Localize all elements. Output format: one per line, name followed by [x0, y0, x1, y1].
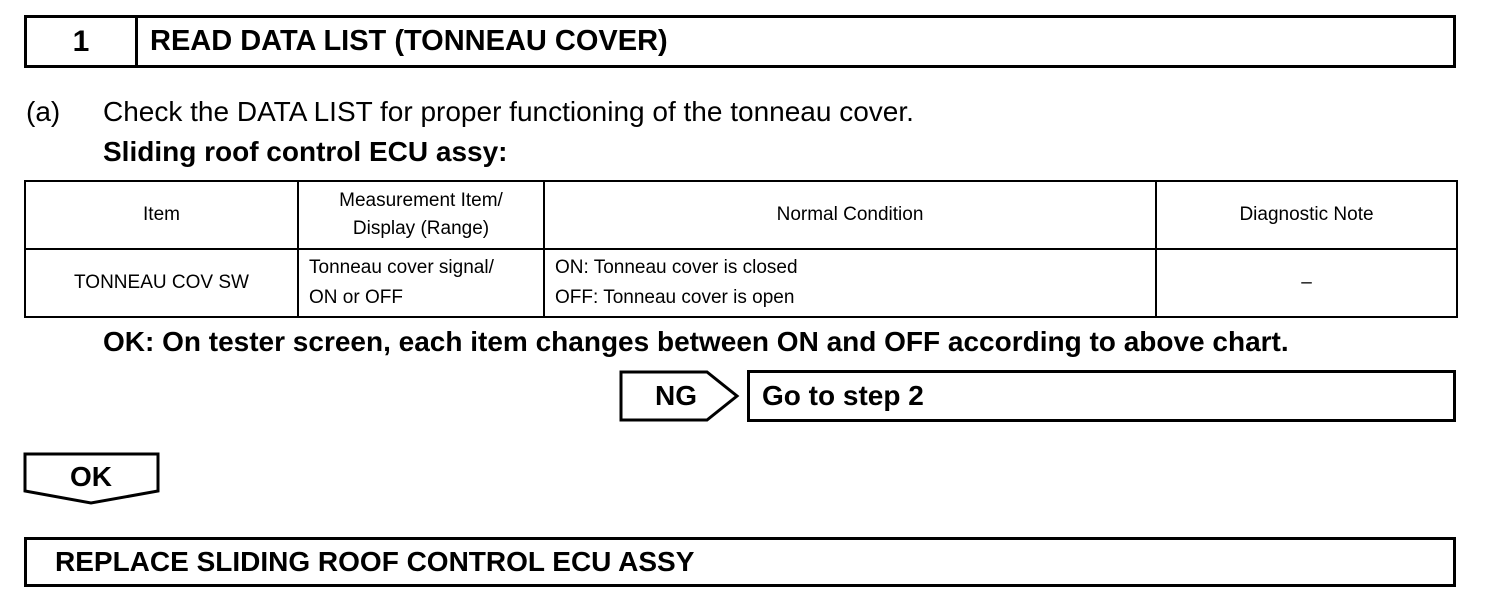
ok-label: OK: [70, 461, 112, 492]
table-header-row: [25, 181, 1457, 249]
cell-normal-condition: [544, 249, 1156, 317]
cell-measurement: [298, 249, 544, 317]
go-to-step-2-box: Go to step 2: [747, 370, 1456, 422]
header-normal-condition: Normal Condition: [544, 181, 1156, 249]
data-list-table: [24, 180, 1458, 318]
step-title: READ DATA LIST (TONNEAU COVER): [150, 25, 668, 57]
ok-condition-text: OK: On tester screen, each item changes between ON and OFF according to above chart.: [103, 326, 1289, 357]
header-item: Item: [25, 181, 298, 249]
ecu-subheading: Sliding roof control ECU assy:: [103, 136, 508, 167]
header-measurement-line2: Display (Range): [352, 218, 490, 239]
ng-label: NG: [655, 380, 697, 411]
header-diagnostic-note: Diagnostic Note: [1156, 181, 1457, 249]
cell-measurement-line1: Tonneau cover signal/: [309, 257, 494, 278]
step-header: [24, 15, 1456, 68]
cell-diagnostic-note: –: [1156, 249, 1457, 317]
replace-ecu-step: REPLACE SLIDING ROOF CONTROL ECU ASSY: [24, 537, 1456, 587]
instruction-label: (a): [26, 96, 61, 127]
table-row: [25, 249, 1457, 317]
header-measurement-line1: Measurement Item/: [339, 190, 503, 211]
cell-measurement-line2: ON or OFF: [309, 287, 403, 308]
cell-normal-line2: OFF: Tonneau cover is open: [555, 287, 795, 308]
step-number: 1: [27, 18, 138, 65]
header-measurement: [298, 181, 544, 249]
cell-normal-line1: ON: Tonneau cover is closed: [555, 257, 798, 278]
instruction-text: Check the DATA LIST for proper functioning of the tonneau cover.: [103, 96, 914, 127]
cell-item: TONNEAU COV SW: [25, 249, 298, 317]
